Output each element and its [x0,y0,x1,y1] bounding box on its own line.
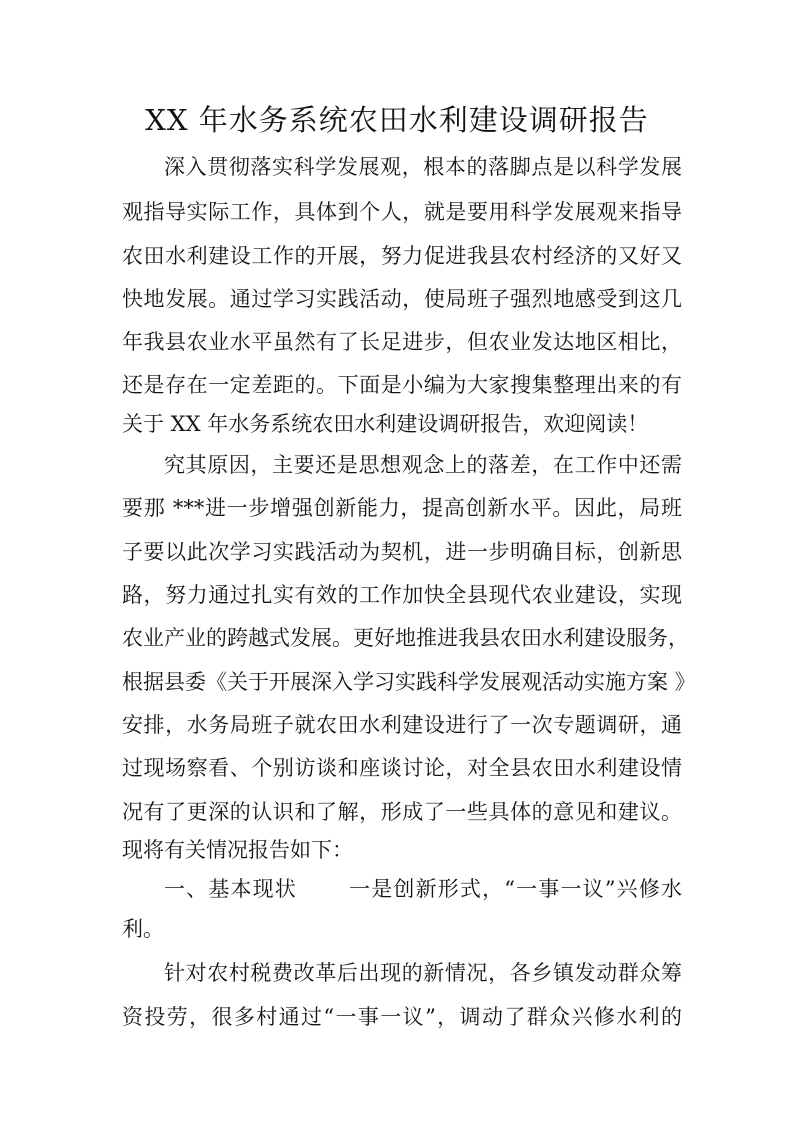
paragraph-line: 究其原因，主要还是思想观念上的落差，在工作中还需 [164,453,682,477]
paragraph-line: 要那 ***进一步增强创新能力，提高创新水平。因此，局班 [122,496,682,520]
paragraph-line: 利。 [122,917,164,941]
paragraph-line: 年我县农业水平虽然有了长足进步，但农业发达地区相比， [122,330,682,354]
paragraph-line: 快地发展。通过学习实践活动，使局班子强烈地感受到这几 [122,287,682,311]
paragraph-line: 农业产业的跨越式发展。更好地推进我县农田水利建设服务， [122,626,689,650]
paragraph-line: 现将有关情况报告如下： [122,838,353,862]
paragraph-line: 还是存在一定差距的。下面是小编为大家搜集整理出来的有 [122,373,682,397]
paragraph-line: 针对农村税费改革后出现的新情况，各乡镇发动群众筹 [164,961,682,985]
paragraph-line: 资投劳，很多村通过“一事一议”，调动了群众兴修水利的 [122,1005,682,1029]
document-title: XX 年水务系统农田水利建设调研报告 [145,103,649,137]
section-heading-line: 一、基本现状 一是创新形式，“一事一议”兴修水 [164,877,682,901]
paragraph-line: 观指导实际工作，具体到个人，就是要用科学发展观来指导 [122,200,682,224]
paragraph-line: 况有了更深的认识和了解，形成了一些具体的意见和建议。 [122,800,682,824]
paragraph-line: 路，努力通过扎实有效的工作加快全县现代农业建设，实现 [122,583,682,607]
paragraph-line: 深入贯彻落实科学发展观，根本的落脚点是以科学发展 [164,155,682,179]
paragraph-line: 安排，水务局班子就农田水利建设进行了一次专题调研，通 [122,713,682,737]
paragraph-line: 子要以此次学习实践活动为契机，进一步明确目标，创新思 [122,540,682,564]
paragraph-line: 根据县委《关于开展深入学习实践科学发展观活动实施方案 》 [122,670,696,694]
paragraph-line: 农田水利建设工作的开展，努力促进我县农村经济的又好又 [122,244,682,268]
paragraph-line: 过现场察看、个别访谈和座谈讨论，对全县农田水利建设情 [122,756,682,780]
paragraph-line: 关于 XX 年水务系统农田水利建设调研报告，欢迎阅读！ [122,412,649,436]
